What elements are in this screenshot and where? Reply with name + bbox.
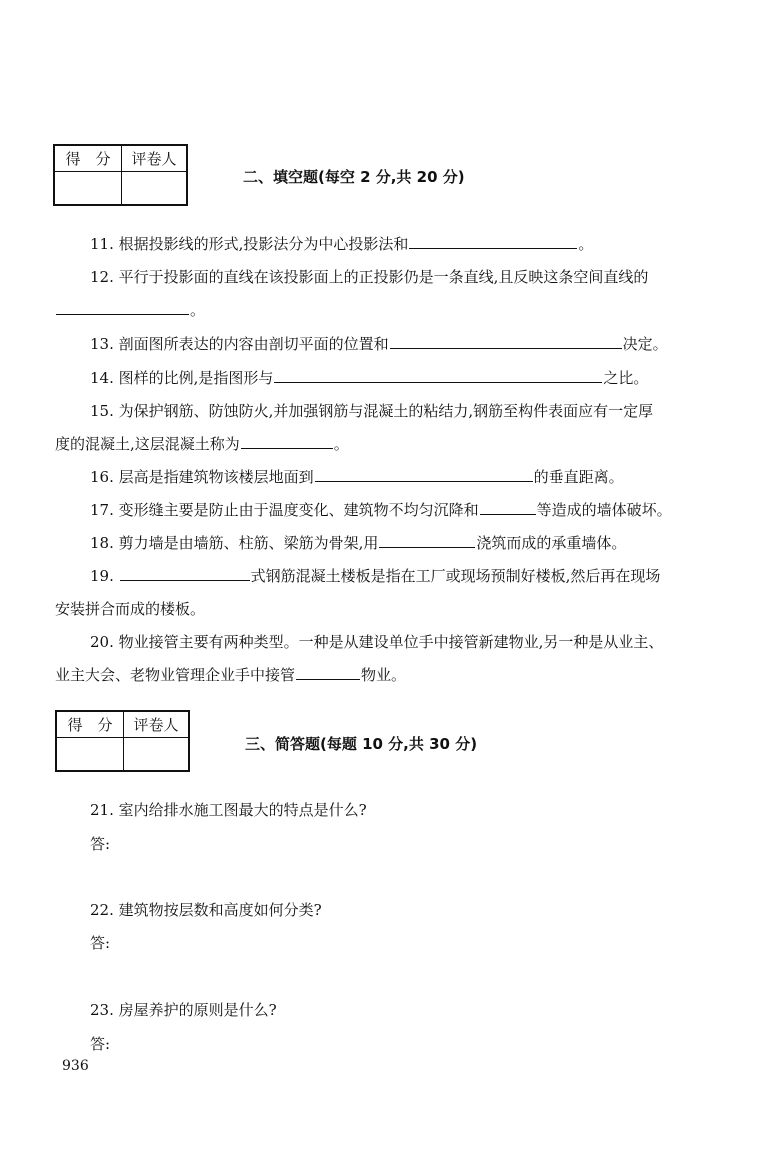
question-number: 21. — [90, 801, 114, 819]
answer-blank[interactable] — [390, 334, 622, 349]
question-number: 23. — [90, 1001, 114, 1019]
answer-blank[interactable] — [409, 234, 577, 249]
answer-blank[interactable] — [56, 300, 189, 315]
score-cell[interactable] — [54, 172, 122, 206]
answer-blank[interactable] — [274, 368, 602, 383]
question-text: 房屋养护的原则是什么? — [118, 1001, 277, 1019]
question-text-end: 物业。 — [361, 666, 407, 684]
section2-title: 二、填空题(每空 2 分,共 20 分) — [243, 168, 465, 186]
answer-label-21: 答: — [90, 835, 111, 853]
score-box-section3 — [55, 710, 190, 772]
question-23 — [90, 999, 277, 1020]
question-12 — [90, 266, 648, 287]
question-number: 14. — [90, 369, 114, 387]
grader-header: 评卷人 — [124, 711, 190, 738]
answer-blank[interactable] — [241, 434, 333, 449]
question-12-line2 — [55, 299, 205, 320]
question-text-end: 决定。 — [622, 335, 668, 353]
question-text: 图样的比例,是指图形与 — [118, 369, 274, 387]
answer-blank[interactable] — [315, 467, 533, 482]
page-number: 936 — [62, 1058, 89, 1074]
question-number: 11. — [90, 235, 114, 253]
question-13 — [90, 333, 668, 354]
question-text: 层高是指建筑物该楼层地面到 — [118, 468, 314, 486]
answer-blank[interactable] — [480, 500, 536, 515]
question-21 — [90, 799, 367, 820]
question-text: 建筑物按层数和高度如何分类? — [118, 901, 322, 919]
question-text-end: 的垂直距离。 — [533, 468, 624, 486]
question-number: 13. — [90, 335, 114, 353]
question-11 — [90, 233, 593, 254]
section3-title: 三、简答题(每题 10 分,共 30 分) — [245, 735, 478, 753]
question-number: 15. — [90, 402, 114, 420]
question-20-line2 — [55, 664, 406, 685]
question-text-end: 式钢筋混凝土楼板是指在工厂或现场预制好楼板,然后再在现场 — [250, 567, 661, 585]
question-19-line2 — [55, 598, 205, 619]
question-text: 度的混凝土,这层混凝土称为 — [55, 435, 240, 453]
answer-blank[interactable] — [296, 665, 360, 680]
answer-blank[interactable] — [120, 566, 250, 581]
question-number: 17. — [90, 501, 114, 519]
question-number: 22. — [90, 901, 114, 919]
question-text-end: 。 — [190, 301, 206, 319]
question-text-end: 浇筑而成的承重墙体。 — [476, 534, 627, 552]
score-cell[interactable] — [56, 738, 124, 772]
question-17 — [90, 499, 672, 520]
question-number: 16. — [90, 468, 114, 486]
question-text: 物业接管主要有两种类型。一种是从建设单位手中接管新建物业,另一种是从业主、 — [118, 633, 664, 651]
question-15-line2 — [55, 433, 349, 454]
grader-cell[interactable] — [122, 172, 188, 206]
question-text: 室内给排水施工图最大的特点是什么? — [118, 801, 367, 819]
question-14 — [90, 367, 648, 388]
question-text: 剖面图所表达的内容由剖切平面的位置和 — [118, 335, 389, 353]
question-20 — [90, 631, 663, 652]
grader-cell[interactable] — [124, 738, 190, 772]
answer-blank[interactable] — [379, 533, 475, 548]
question-22 — [90, 899, 322, 920]
question-text-end: 。 — [578, 235, 594, 253]
question-number: 12. — [90, 268, 114, 286]
question-16 — [90, 466, 624, 487]
score-box-section2 — [53, 144, 188, 206]
question-text: 平行于投影面的直线在该投影面上的正投影仍是一条直线,且反映这条空间直线的 — [118, 268, 649, 286]
answer-label-23: 答: — [90, 1035, 111, 1053]
answer-label-22: 答: — [90, 934, 111, 952]
question-19 — [90, 565, 660, 586]
question-text: 业主大会、老物业管理企业手中接管 — [55, 666, 296, 684]
question-text-end: 。 — [333, 435, 349, 453]
question-text: 根据投影线的形式,投影法分为中心投影法和 — [118, 235, 409, 253]
question-number: 18. — [90, 534, 114, 552]
grader-header: 评卷人 — [122, 145, 188, 172]
question-text-end: 之比。 — [603, 369, 649, 387]
question-text: 为保护钢筋、防蚀防火,并加强钢筋与混凝土的粘结力,钢筋至构件表面应有一定厚 — [118, 402, 654, 420]
question-text-end: 等造成的墙体破坏。 — [536, 501, 672, 519]
score-header: 得 分 — [56, 711, 124, 738]
question-text: 变形缝主要是防止由于温度变化、建筑物不均匀沉降和 — [118, 501, 479, 519]
question-number: 19. — [90, 567, 114, 585]
question-text: 剪力墙是由墙筋、柱筋、梁筋为骨架,用 — [118, 534, 379, 552]
question-15 — [90, 400, 653, 421]
question-text: 安装拼合而成的楼板。 — [55, 600, 206, 618]
question-number: 20. — [90, 633, 114, 651]
question-18 — [90, 532, 626, 553]
score-header: 得 分 — [54, 145, 122, 172]
